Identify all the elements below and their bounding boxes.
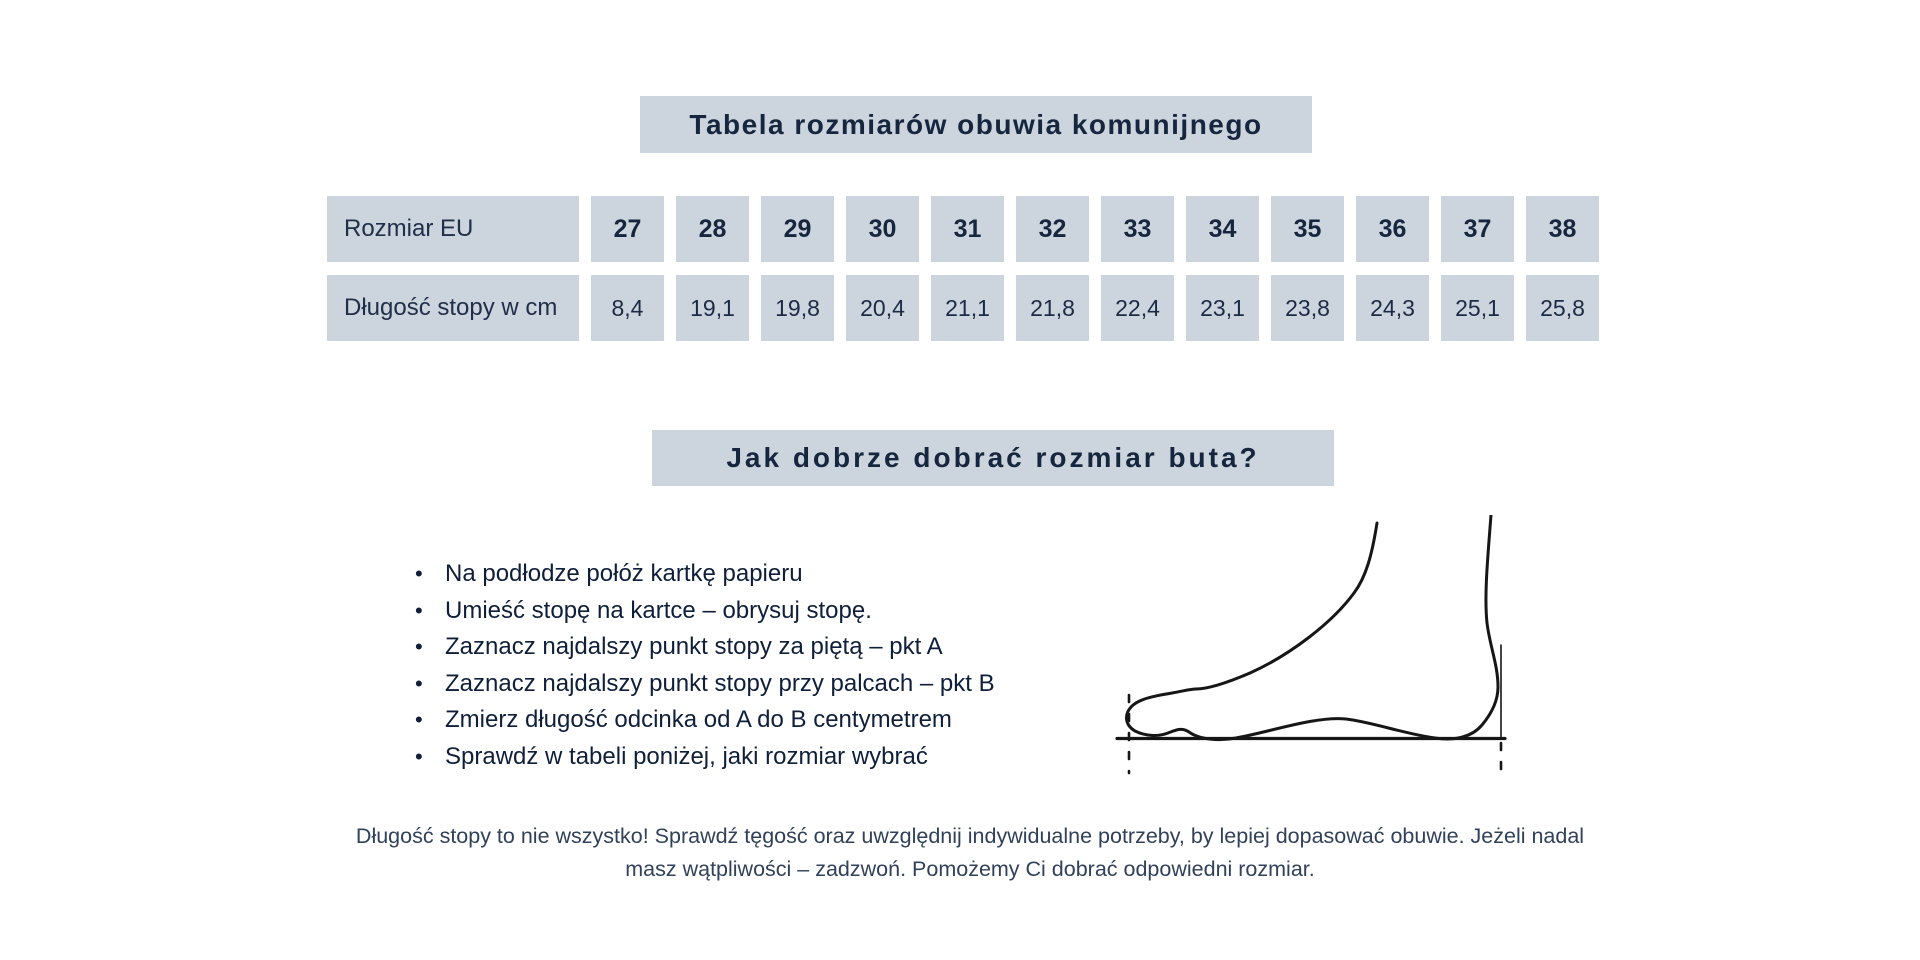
size-cell: 37 — [1441, 196, 1514, 262]
bullet-icon: • — [415, 597, 423, 623]
length-cell: 24,3 — [1356, 275, 1429, 341]
row-label-eu-size: Rozmiar EU — [327, 196, 579, 262]
length-cell: 23,1 — [1186, 275, 1259, 341]
size-cell: 35 — [1271, 196, 1344, 262]
length-cell: 22,4 — [1101, 275, 1174, 341]
size-cell: 33 — [1101, 196, 1174, 262]
step-text: Sprawdź w tabeli poniżej, jaki rozmiar wybrać — [445, 742, 928, 770]
length-cell: 19,8 — [761, 275, 834, 341]
length-cell: 25,1 — [1441, 275, 1514, 341]
step-text: Umieść stopę na kartce – obrysuj stopę. — [445, 596, 872, 624]
bullet-icon: • — [415, 634, 423, 659]
size-cell: 38 — [1526, 196, 1599, 262]
size-cell: 31 — [931, 196, 1004, 262]
bullet-icon: • — [415, 707, 423, 732]
footnote-text: Długość stopy to nie wszystko! Sprawdź tęgość oraz uwzględnij indywidualne potrzeby, by lepiej dopasować obuwie. Jeżeli nadal masz wątpliwości – zadzwoń. Pomożemy Ci dobrać odpowiedni rozmiar. — [355, 824, 1585, 881]
table-row-foot-lengths — [327, 275, 1599, 341]
length-cell: 21,1 — [931, 275, 1004, 341]
size-cell: 28 — [676, 196, 749, 262]
bullet-icon: • — [415, 743, 423, 769]
table-row-sizes — [327, 196, 1599, 262]
length-cell: 8,4 — [591, 275, 664, 341]
step-item — [415, 629, 995, 666]
step-text: Zaznacz najdalszy punkt stopy przy palcach – pkt B — [445, 669, 995, 697]
size-cell: 34 — [1186, 196, 1259, 262]
step-item — [415, 556, 995, 593]
step-item — [415, 702, 995, 739]
size-cell: 29 — [761, 196, 834, 262]
step-text: Na podłodze połóż kartkę papieru — [445, 560, 803, 587]
size-table — [327, 196, 1599, 341]
size-cell: 32 — [1016, 196, 1089, 262]
row-label-foot-length: Długość stopy w cm — [327, 275, 579, 341]
measurement-steps-list — [415, 556, 995, 775]
bullet-icon: • — [415, 561, 423, 586]
step-text: Zmierz długość odcinka od A do B centymetrem — [445, 706, 952, 733]
foot-outline — [1126, 515, 1498, 740]
step-text: Zaznacz najdalszy punkt stopy za piętą – pkt A — [445, 633, 943, 660]
size-cell: 30 — [846, 196, 919, 262]
step-item — [415, 666, 995, 703]
size-cell: 27 — [591, 196, 664, 262]
guide-title: Jak dobrze dobrać rozmiar buta? — [652, 430, 1334, 486]
length-cell: 20,4 — [846, 275, 919, 341]
length-cell: 21,8 — [1016, 275, 1089, 341]
bullet-icon: • — [415, 670, 423, 696]
size-table-title: Tabela rozmiarów obuwia komunijnego — [640, 96, 1312, 153]
size-cell: 36 — [1356, 196, 1429, 262]
length-cell: 19,1 — [676, 275, 749, 341]
length-cell: 23,8 — [1271, 275, 1344, 341]
foot-measurement-diagram-icon — [1110, 515, 1530, 805]
step-item — [415, 739, 995, 776]
step-item — [415, 593, 995, 630]
length-cell: 25,8 — [1526, 275, 1599, 341]
